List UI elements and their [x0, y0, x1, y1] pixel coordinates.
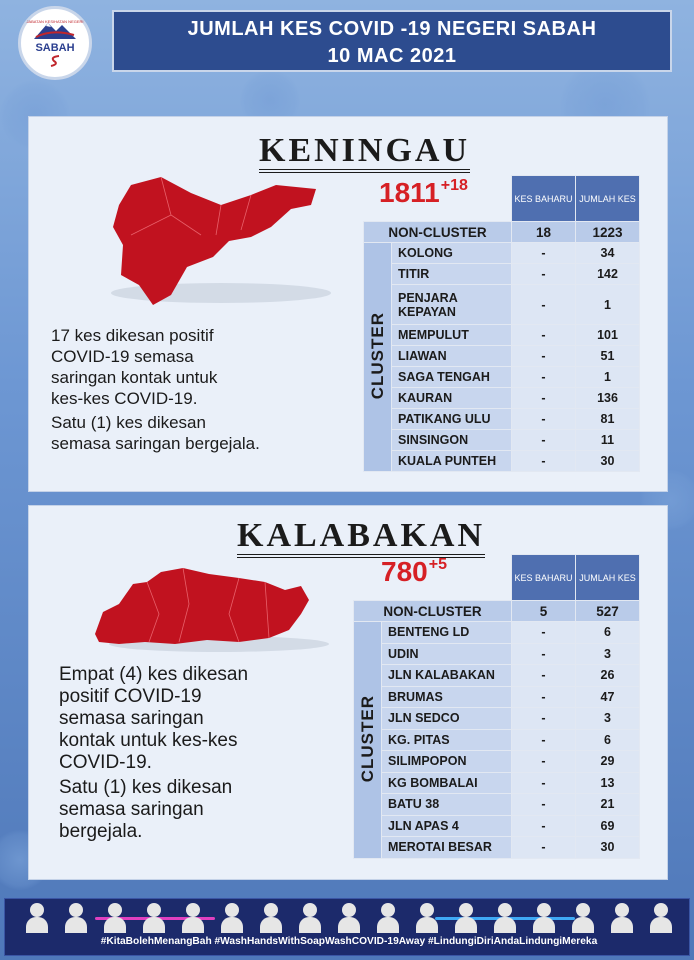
table-row: KG BOMBALAI - 13 — [354, 772, 640, 794]
person-icon — [337, 903, 361, 933]
person-icon — [610, 903, 634, 933]
header-title: JUMLAH KES COVID -19 NEGERI SABAH — [187, 18, 597, 40]
cluster-label: CLUSTER — [364, 243, 392, 472]
table-row: PATIKANG ULU - 81 — [364, 409, 640, 430]
table-row: CLUSTER BENTENG LD - 6 — [354, 622, 640, 644]
person-icon — [649, 903, 673, 933]
person-icon — [298, 903, 322, 933]
person-icon — [571, 903, 595, 933]
table-row: SILIMPOPON - 29 — [354, 751, 640, 773]
kalabakan-panel — [28, 505, 668, 880]
table-row: BRUMAS - 47 — [354, 686, 640, 708]
table-row: JLN KALABAKAN - 26 — [354, 665, 640, 687]
keningau-cluster-table — [363, 175, 640, 472]
table-row: KG. PITAS - 6 — [354, 729, 640, 751]
new-count: +5 — [428, 556, 447, 573]
logo-tagline: JABATAN KESIHATAN NEGERI — [26, 19, 84, 24]
keningau-map-shape — [101, 175, 331, 315]
frontliner-icons — [25, 903, 673, 933]
col-new-header: KES BAHARU — [512, 555, 576, 601]
total-count: $780^{+5}$ — [381, 556, 447, 587]
col-total-header: JUMLAH KES — [576, 555, 640, 601]
table-row: TITIR - 142 — [364, 264, 640, 285]
district-title: KENINGAU — [259, 133, 470, 173]
header-date: 10 MAC 2021 — [327, 45, 457, 67]
keningau-panel — [28, 116, 668, 492]
table-row: MEROTAI BESAR - 30 — [354, 837, 640, 859]
table-row-noncluster: NON-CLUSTER 18 1223 — [364, 222, 640, 243]
person-icon — [415, 903, 439, 933]
table-row-noncluster: NON-CLUSTER 5 527 — [354, 601, 640, 622]
table-row: BATU 38 - 21 — [354, 794, 640, 816]
table-row: MEMPULUT - 101 — [364, 325, 640, 346]
col-new-header: KES BAHARU — [512, 176, 576, 222]
col-total-header: JUMLAH KES — [576, 176, 640, 222]
district-title: KALABAKAN — [237, 518, 485, 558]
cluster-label: CLUSTER — [354, 622, 382, 859]
table-row: CLUSTER KOLONG - 34 — [364, 243, 640, 264]
kalabakan-map-shape — [89, 564, 339, 660]
agency-logo — [18, 6, 92, 80]
hashtags: #KitaBolehMenangBah #WashHandsWithSoapWashCOVID-19Away #LindungiDiriAndaLindungiMereka — [100, 936, 598, 947]
person-icon — [142, 903, 166, 933]
table-row: LIAWAN - 51 — [364, 346, 640, 367]
table-row: SINSINGON - 11 — [364, 430, 640, 451]
person-icon — [25, 903, 49, 933]
person-icon — [220, 903, 244, 933]
person-icon — [64, 903, 88, 933]
table-row: UDIN - 3 — [354, 643, 640, 665]
person-icon — [376, 903, 400, 933]
table-row: JLN APAS 4 - 69 — [354, 815, 640, 837]
new-count: +18 — [440, 177, 468, 194]
table-row: PENJARA KEPAYAN - 1 — [364, 285, 640, 325]
total-count: $1811^{+18}$ — [379, 177, 468, 208]
person-icon — [454, 903, 478, 933]
table-row: JLN SEDCO - 3 — [354, 708, 640, 730]
description: 17 kes dikesan positif COVID-19 semasa saringan kontak untuk kes-kes COVID-19. Satu (1) kes dikesan semasa saringan bergejala. — [51, 326, 260, 453]
person-icon — [259, 903, 283, 933]
header-banner — [112, 10, 672, 72]
person-icon — [103, 903, 127, 933]
kalabakan-cluster-table — [353, 554, 640, 859]
description: Empat (4) kes dikesan positif COVID-19 semasa saringan kontak untuk kes-kes COVID-19. Satu (1) kes dikesan semasa saringan bergejala. — [59, 664, 249, 842]
person-icon — [532, 903, 556, 933]
logo-text: SABAH — [35, 41, 75, 54]
table-row: KUALA PUNTEH - 30 — [364, 451, 640, 472]
person-icon — [181, 903, 205, 933]
footer-banner — [4, 898, 690, 956]
person-icon — [493, 903, 517, 933]
s-swoosh-icon — [48, 54, 62, 68]
table-row: SAGA TENGAH - 1 — [364, 367, 640, 388]
table-row: KAURAN - 136 — [364, 388, 640, 409]
